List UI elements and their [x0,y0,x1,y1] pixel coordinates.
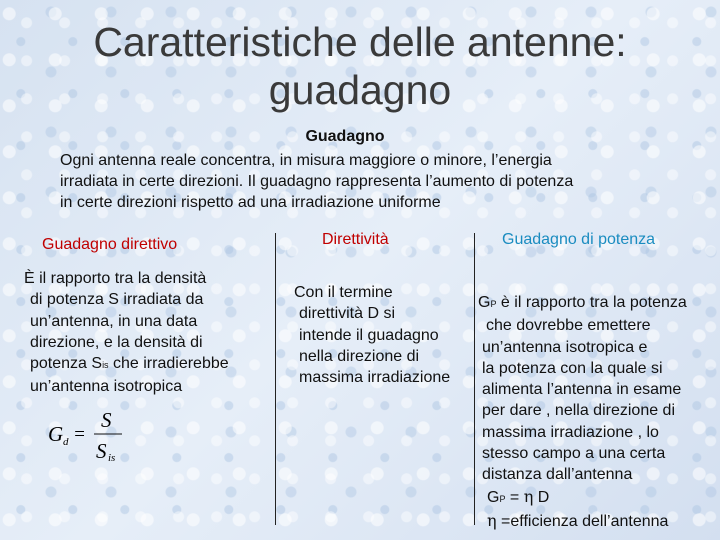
intro-line-2: irradiata in certe direzioni. Il guadagno rappresenta l’aumento di potenza [60,173,574,190]
heading-guadagno-potenza: Guadagno di potenza [502,231,656,248]
intro-line-3: in certe direzioni rispetto ad una irradiazione uniforme [60,194,441,211]
potenza-line-3: un’antenna isotropica e [482,338,648,356]
direttivita-line-3: intende il guadagno [299,326,439,344]
potenza-line-7: massima irradiazione , lo [482,423,659,441]
formula-lhs: G [48,422,64,446]
direttivo-line-4: direzione, e la densità di [30,333,203,351]
gain-formula [48,405,138,465]
potenza-line-5: alimenta l’antenna in esame [482,381,682,399]
text-guadagno-potenza [478,292,687,532]
potenza-line-8: stesso campo a una certa [482,445,666,463]
heading-direttivita: Direttività [322,231,389,248]
text-guadagno-direttivo [24,268,229,398]
title-line-1: Caratteristiche delle antenne: [93,19,627,65]
slide-title [40,18,680,114]
potenza-line-2: che dovrebbe emettere [486,317,651,335]
formula-equals: = [73,424,86,445]
direttivo-line-1: È il rapporto tra la densità [24,270,207,287]
direttivita-line-5: massima irradiazione [299,369,451,387]
title-line-2: guadagno [268,67,452,113]
formula-numerator: S [101,408,112,432]
potenza-line-4: la potenza con la quale si [482,359,663,377]
formula-denominator: S [96,439,107,463]
direttivita-line-1: Con il termine [294,284,393,301]
potenza-line-6: per dare , nella direzione di [482,402,676,420]
formula-lhs-sub: d [63,436,69,448]
direttivita-line-4: nella direzione di [299,347,420,365]
text-direttivita [294,282,450,388]
direttivo-line-5: potenza Sis che irradierebbe [30,355,229,373]
potenza-line-1: GP è il rapporto tra la potenza [478,294,687,311]
section-title: Guadagno [305,128,385,145]
direttivo-line-6: un’antenna isotropica [30,378,183,396]
direttivita-line-2: direttività D si [299,305,396,323]
heading-guadagno-direttivo: Guadagno direttivo [42,236,178,253]
column-divider-left [275,233,276,525]
direttivo-line-3: un’antenna, in una data [30,312,198,330]
formula-denominator-sub: is [108,452,116,464]
potenza-equation: GP = η D [487,486,550,506]
intro-line-1: Ogni antenna reale concentra, in misura maggiore o minore, l’energia [60,152,552,169]
direttivo-line-2: di potenza S irradiata da [30,291,204,309]
potenza-eta-definition: η =efficienza dell’antenna [487,510,669,530]
column-divider-right [474,233,475,525]
potenza-line-9: distanza dall’antenna [482,466,633,484]
